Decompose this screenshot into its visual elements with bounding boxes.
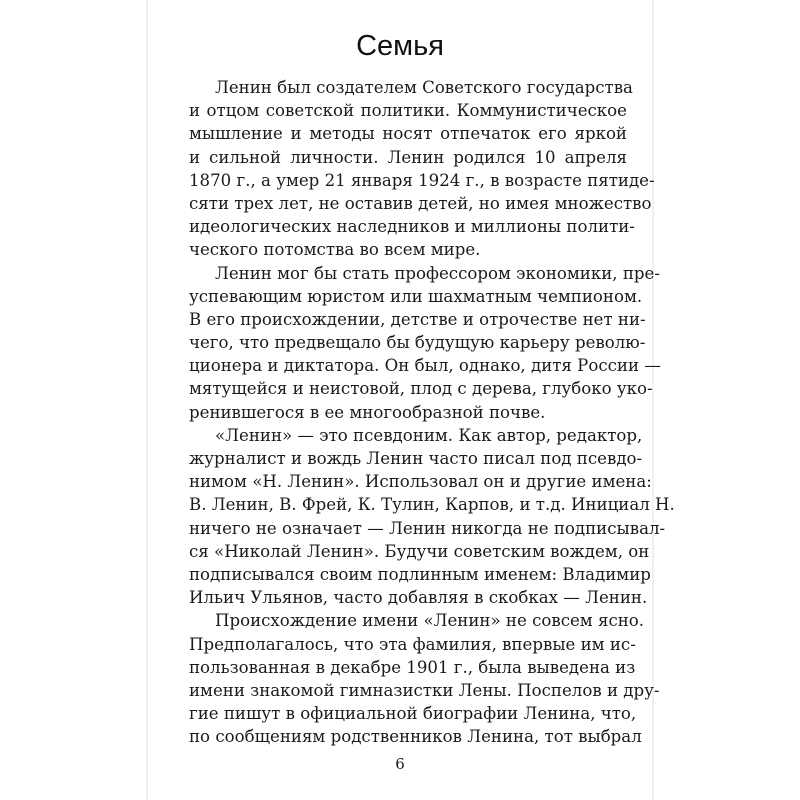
text-line: Происхождение имени «Ленин» не совсем ясно. xyxy=(215,611,645,631)
text-line: В его происхождении, детстве и отрочестве нет ни- xyxy=(189,309,646,329)
text-line: Ленин был создателем Советского государства xyxy=(215,78,633,97)
text-line: гие пишут в официальной биографии Ленина, что, xyxy=(189,704,637,724)
text-line: подписывался своим подлинным именем: Владимир xyxy=(189,564,651,584)
paragraph xyxy=(189,76,655,262)
text-line: Ильич Ульянов, часто добавляя в скобках — Ленин. xyxy=(189,588,648,608)
text-line: ческого потомства во всем мире. xyxy=(189,240,481,260)
chapter-title: Семья xyxy=(356,30,444,62)
text-line: ренившегося в ее многообразной почве. xyxy=(189,402,546,422)
text-line: чего, что предвещало бы будущую карьеру револю- xyxy=(189,333,646,353)
text-line: мышление и методы носят отпечаток его яркой xyxy=(189,124,627,144)
text-line: ционера и диктатора. Он был, однако, дитя России — xyxy=(189,356,661,376)
text-line: нимом «Н. Ленин». Использовал он и другие имена: xyxy=(189,472,652,492)
text-line: имени знакомой гимназистки Лены. Поспелов и дру- xyxy=(189,680,660,700)
book-page xyxy=(148,0,675,800)
text-line: ся «Николай Ленин». Будучи советским вождем, он xyxy=(189,541,650,561)
paragraph xyxy=(189,424,675,610)
text-line: мятущейся и неистовой, плод с дерева, глубоко уко- xyxy=(189,379,653,399)
page-number: 6 xyxy=(395,755,405,773)
text-line: успевающим юристом или шахматным чемпионом. xyxy=(189,286,643,306)
paragraph xyxy=(189,609,660,748)
text-line: «Ленин» — это псевдоним. Как автор, редактор, xyxy=(215,425,643,445)
paragraph xyxy=(189,262,661,424)
text-line: журналист и вождь Ленин часто писал под псевдо- xyxy=(189,449,643,468)
text-line: 1870 г., а умер 21 января 1924 г., в возрасте пятиде- xyxy=(189,170,655,190)
text-line: В. Ленин, В. Фрей, К. Тулин, Карпов, и т.д. Инициал Н. xyxy=(189,495,675,515)
chapter-body xyxy=(189,76,675,748)
text-line: Ленин мог бы стать профессором экономики, пре- xyxy=(215,263,660,283)
text-line: и отцом советской политики. Коммунистическое xyxy=(189,101,627,121)
text-line: сяти трех лет, не оставив детей, но имея множество xyxy=(189,193,652,213)
text-line: ничего не означает — Ленин никогда не подписывал- xyxy=(189,518,666,538)
text-line: Предполагалось, что эта фамилия, впервые им ис- xyxy=(189,634,636,654)
text-line: по сообщениям родственников Ленина, тот выбрал xyxy=(189,727,642,747)
text-line: пользованная в декабре 1901 г., была выведена из xyxy=(189,657,636,677)
text-line: и сильной личности. Ленин родился 10 апреля xyxy=(189,147,627,167)
text-line: идеологических наследников и миллионы полити- xyxy=(189,217,635,237)
